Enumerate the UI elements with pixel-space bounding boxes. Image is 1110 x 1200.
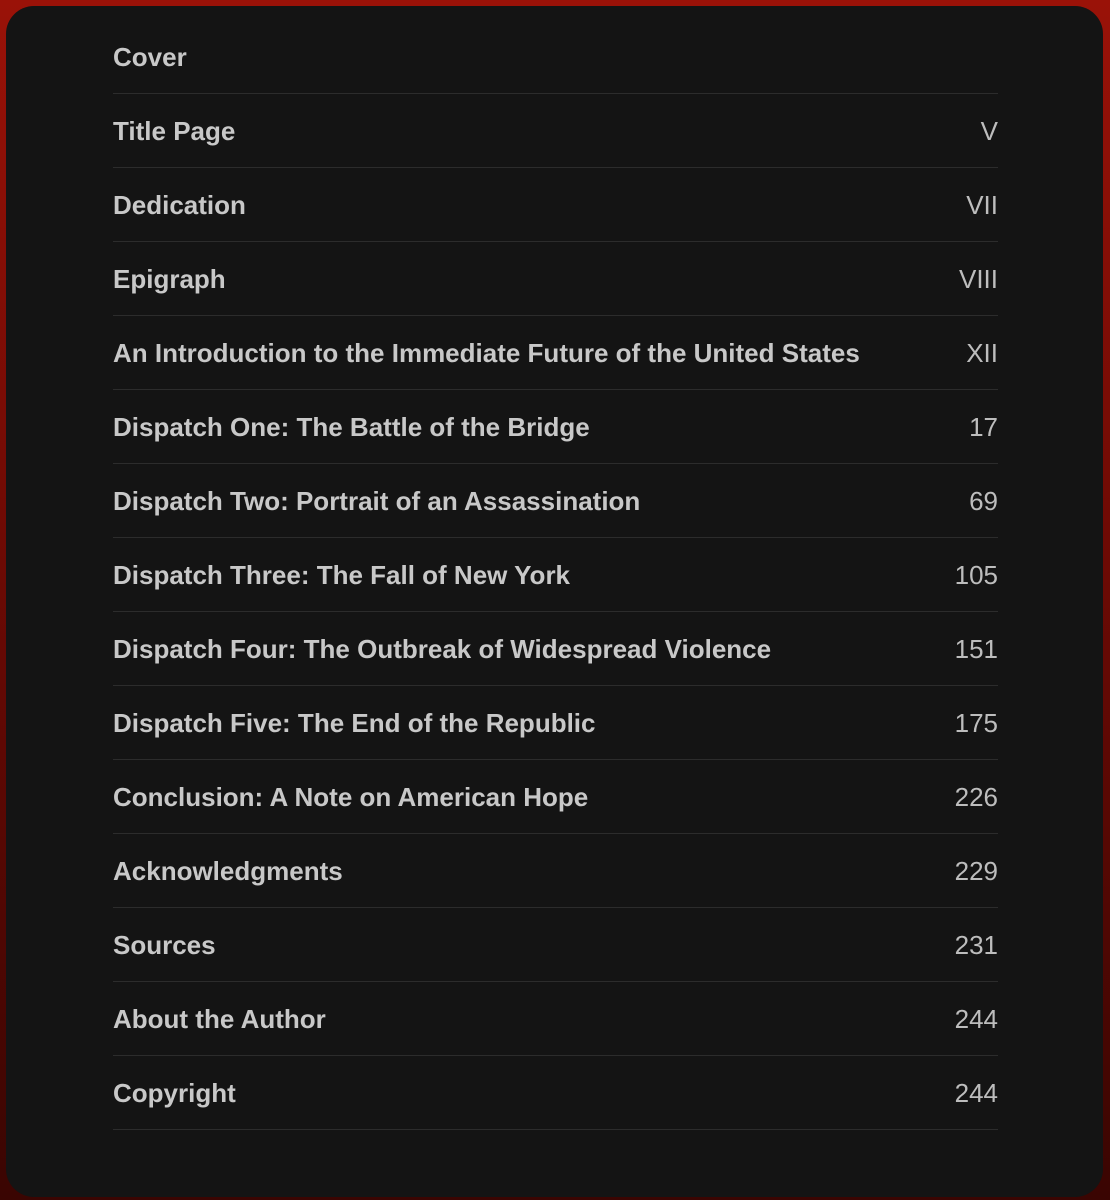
toc-item-page: 151: [954, 634, 998, 664]
toc-item-title: Dispatch Five: The End of the Republic: [113, 708, 596, 738]
toc-item-title: Sources: [113, 930, 216, 960]
toc-item-sources[interactable]: [113, 908, 998, 982]
toc-item-introduction[interactable]: [113, 316, 998, 390]
toc-item-title: Dispatch Two: Portrait of an Assassination: [113, 486, 641, 516]
toc-item-page: XII: [966, 338, 998, 368]
toc-item-page: 244: [954, 1004, 998, 1034]
toc-item-title: Dispatch Four: The Outbreak of Widespread Violence: [113, 634, 772, 664]
toc-item-page: 229: [954, 856, 998, 886]
toc-item-about-the-author[interactable]: [113, 982, 998, 1056]
toc-item-title: Title Page: [113, 116, 236, 146]
toc-item-conclusion[interactable]: [113, 760, 998, 834]
toc-item-dispatch-one[interactable]: [113, 390, 998, 464]
toc-item-page: 231: [954, 930, 998, 960]
toc-item-title: Dispatch Three: The Fall of New York: [113, 560, 571, 590]
toc-item-page: 17: [969, 412, 998, 442]
toc-item-dispatch-five[interactable]: [113, 686, 998, 760]
toc-item-dispatch-four[interactable]: [113, 612, 998, 686]
toc-item-page: 244: [954, 1078, 998, 1108]
toc-item-title: Cover: [113, 42, 187, 72]
toc-item-title: An Introduction to the Immediate Future of the United States: [113, 338, 860, 368]
toc-item-page: 105: [954, 560, 998, 590]
toc-item-epigraph[interactable]: [113, 242, 998, 316]
toc-list: [113, 20, 998, 1130]
toc-item-page: 226: [954, 782, 998, 812]
toc-item-dispatch-two[interactable]: [113, 464, 998, 538]
toc-item-title: Conclusion: A Note on American Hope: [113, 782, 589, 812]
toc-item-dedication[interactable]: [113, 168, 998, 242]
toc-item-title: Copyright: [113, 1078, 236, 1108]
toc-item-cover[interactable]: [113, 20, 998, 94]
toc-item-page: 175: [954, 708, 998, 738]
toc-item-dispatch-three[interactable]: [113, 538, 998, 612]
toc-item-title: Acknowledgments: [113, 856, 343, 886]
toc-item-page: VII: [966, 190, 998, 220]
toc-item-title: About the Author: [113, 1004, 326, 1034]
toc-item-title-page[interactable]: [113, 94, 998, 168]
toc-item-acknowledgments[interactable]: [113, 834, 998, 908]
toc-item-title: Dedication: [113, 190, 246, 220]
toc-item-title: Dispatch One: The Battle of the Bridge: [113, 412, 590, 442]
table-of-contents-panel: [6, 6, 1103, 1197]
toc-item-title: Epigraph: [113, 264, 226, 294]
toc-item-page: VIII: [958, 264, 998, 294]
toc-item-copyright[interactable]: [113, 1056, 998, 1130]
toc-item-page: V: [980, 116, 998, 146]
toc-item-page: 69: [969, 486, 998, 516]
